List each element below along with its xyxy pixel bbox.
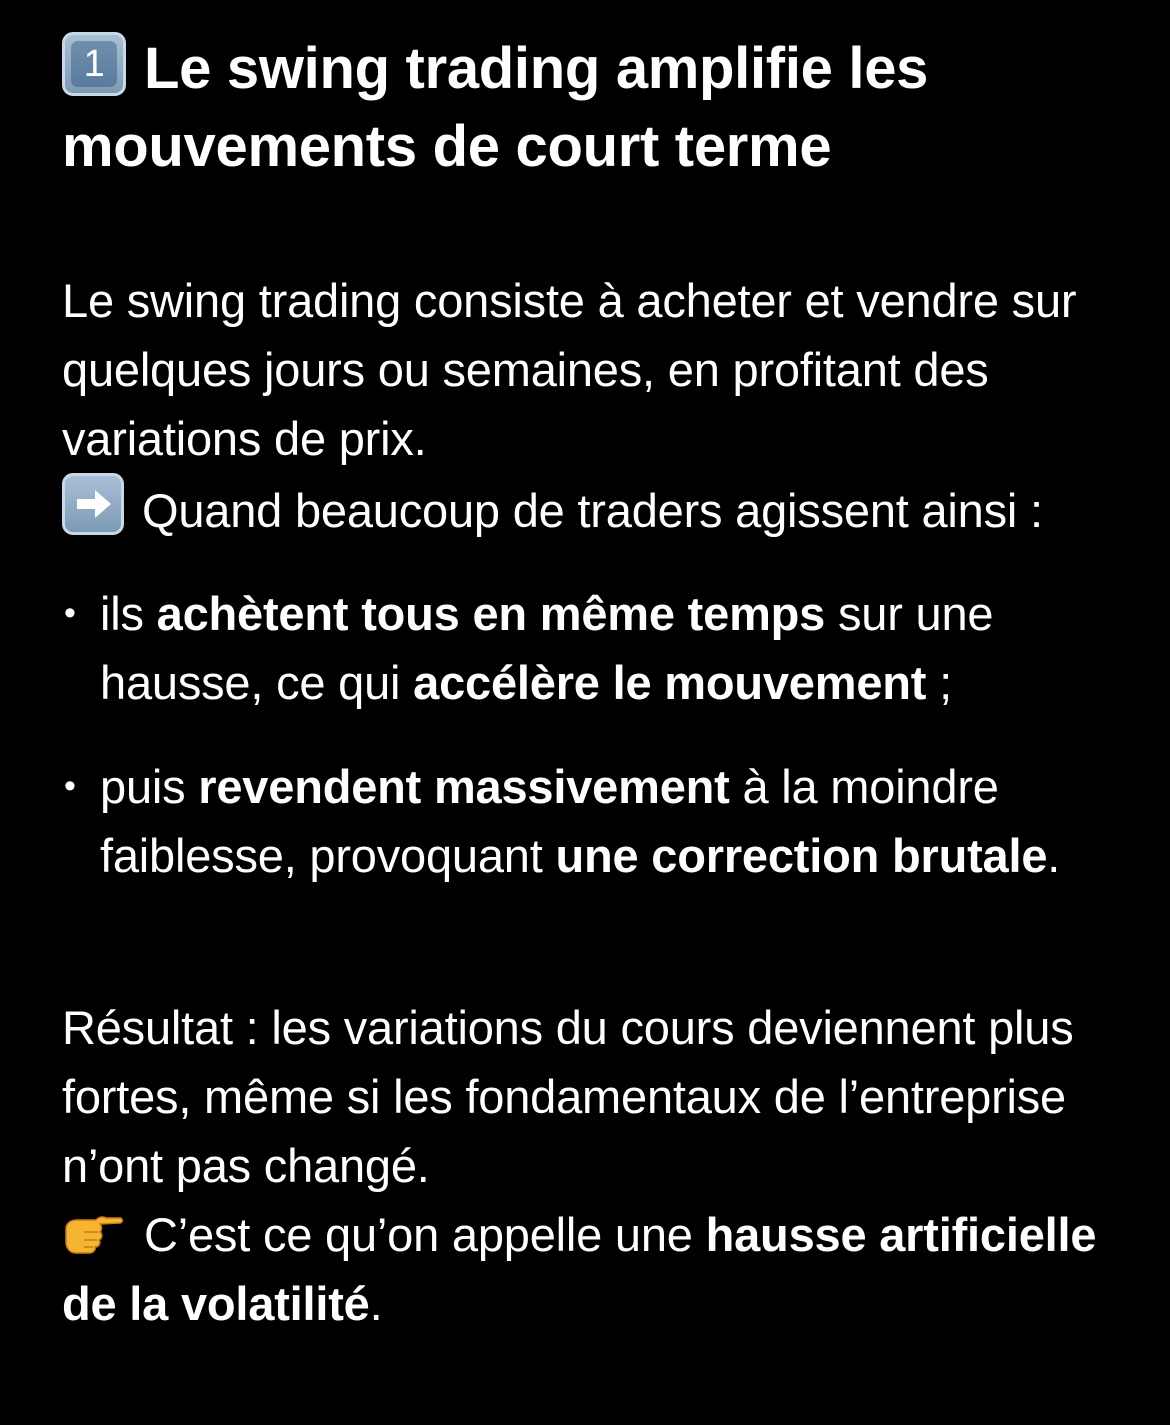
intro-paragraph: Le swing trading consiste à acheter et vendre sur quelques jours ou semaines, en profitant des variations de prix. [62,274,1077,465]
bullet-list [62,579,1132,890]
conclusion-paragraph: C’est ce qu’on appelle une hausse artificielle de la volatilité. [62,1200,1132,1338]
transition-text: Quand beaucoup de traders agissent ainsi : [142,484,1043,537]
bullet-dot: • [64,594,76,632]
section-heading [62,30,1132,186]
article-body [62,30,1132,1338]
result-paragraph: Résultat : les variations du cours deviennent plus fortes, même si les fondamentaux de l’entreprise n’ont pas changé. [62,1001,1074,1192]
list-item: • ils achètent tous en même temps sur une hausse, ce qui accélère le mouvement ; [62,579,1132,717]
bullet-dot: • [64,767,76,805]
bold-text: une correction brutale [555,829,1048,882]
heading-line-2: mouvements de court terme [62,114,832,179]
bold-text: revendent massivement [198,760,730,813]
pointing-hand-icon [62,1204,124,1248]
bold-text: hausse artificielle de la volatilité [62,1208,1097,1330]
bold-text: achètent tous en même temps [156,587,826,640]
list-item: • puis revendent massivement à la moindre faiblesse, provoquant une correction brutale. [62,752,1132,890]
heading-line-1: Le swing trading amplifie les [144,36,929,101]
transition-paragraph [62,473,1132,545]
right-arrow-icon [62,473,124,535]
bold-text: accélère le mouvement [413,656,927,709]
keycap-1-icon: 1 [62,32,126,96]
